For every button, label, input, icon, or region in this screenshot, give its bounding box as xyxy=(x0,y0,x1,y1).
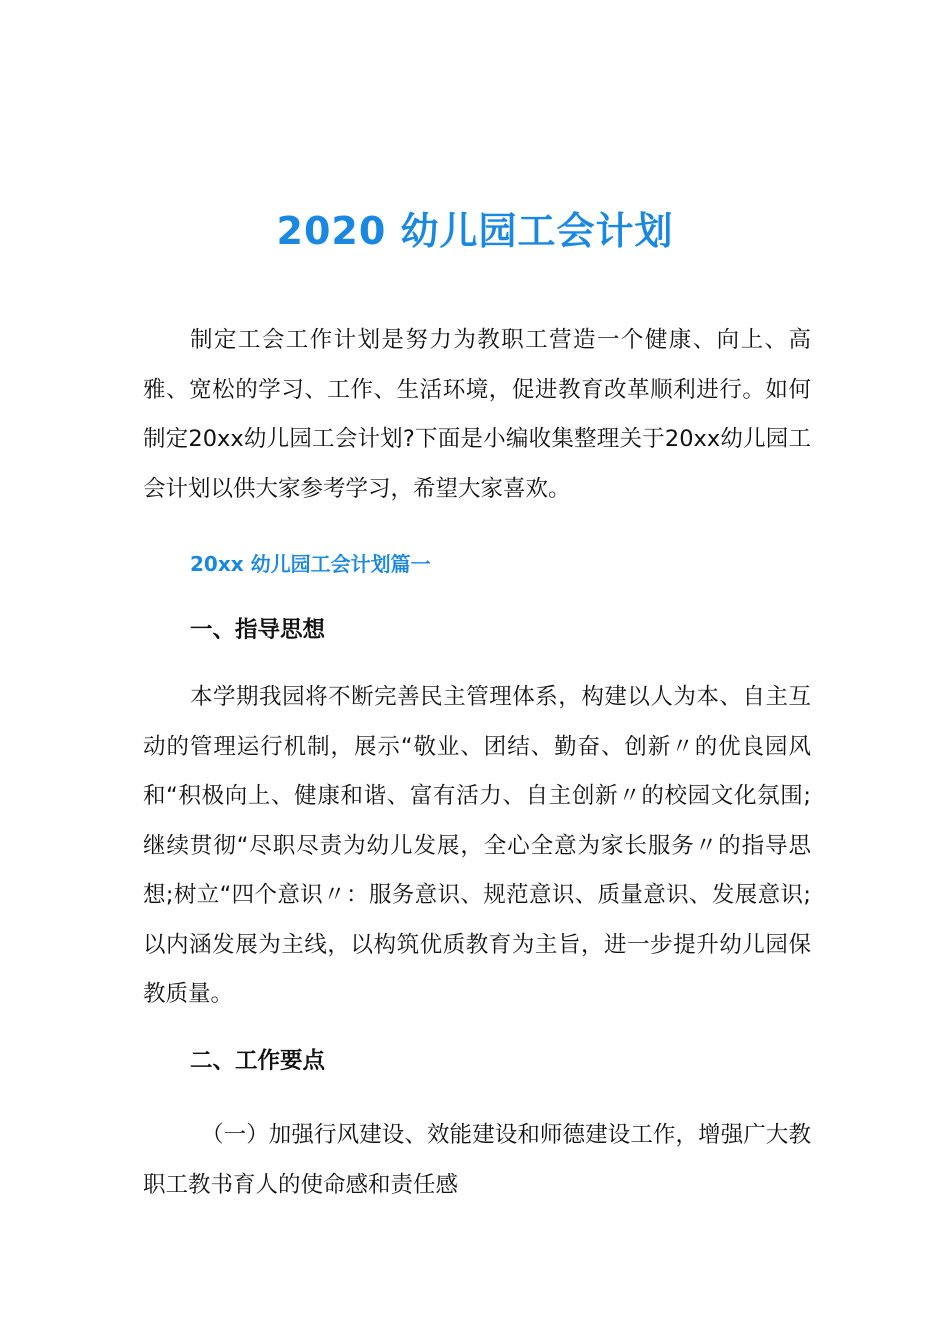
document-title: 2020 幼儿园工会计划 xyxy=(276,209,674,254)
guiding-thought-paragraph: 本学期我园将不断完善民主管理体系，构建以人为本、自主互动的管理运行机制，展示“敬业、团结、勤奋、创新〃的优良园风和“积极向上、健康和谐、富有活力、自主创新〃的校园文化氛围;继续贯彻“尽职尽责为幼儿发展，全心全意为家长服务〃的指导思想;树立“四个意识〃：服务意识、规范意识、质量意识、发展意识;以内涵发展为主线，以构筑优质教育为主旨，进一步提升幼儿园保教质量。 xyxy=(143,684,811,1007)
heading-work-points: 二、工作要点 xyxy=(190,1048,326,1074)
section-title: 20xx 幼儿园工会计划篇一 xyxy=(190,552,431,576)
heading-guiding-thought: 一、指导思想 xyxy=(190,617,326,643)
intro-paragraph: 制定工会工作计划是努力为教职工营造一个健康、向上、高雅、宽松的学习、工作、生活环境，促进教育改革顺利进行。如何制定20xx幼儿园工会计划?下面是小编收集整理关于20xx幼儿园工会计划以供大家参考学习，希望大家喜欢。 xyxy=(143,327,811,502)
work-point-1-paragraph: （一）加强行风建设、效能建设和师德建设工作，增强广大教职工教书育人的使命感和责任感 xyxy=(143,1122,811,1198)
